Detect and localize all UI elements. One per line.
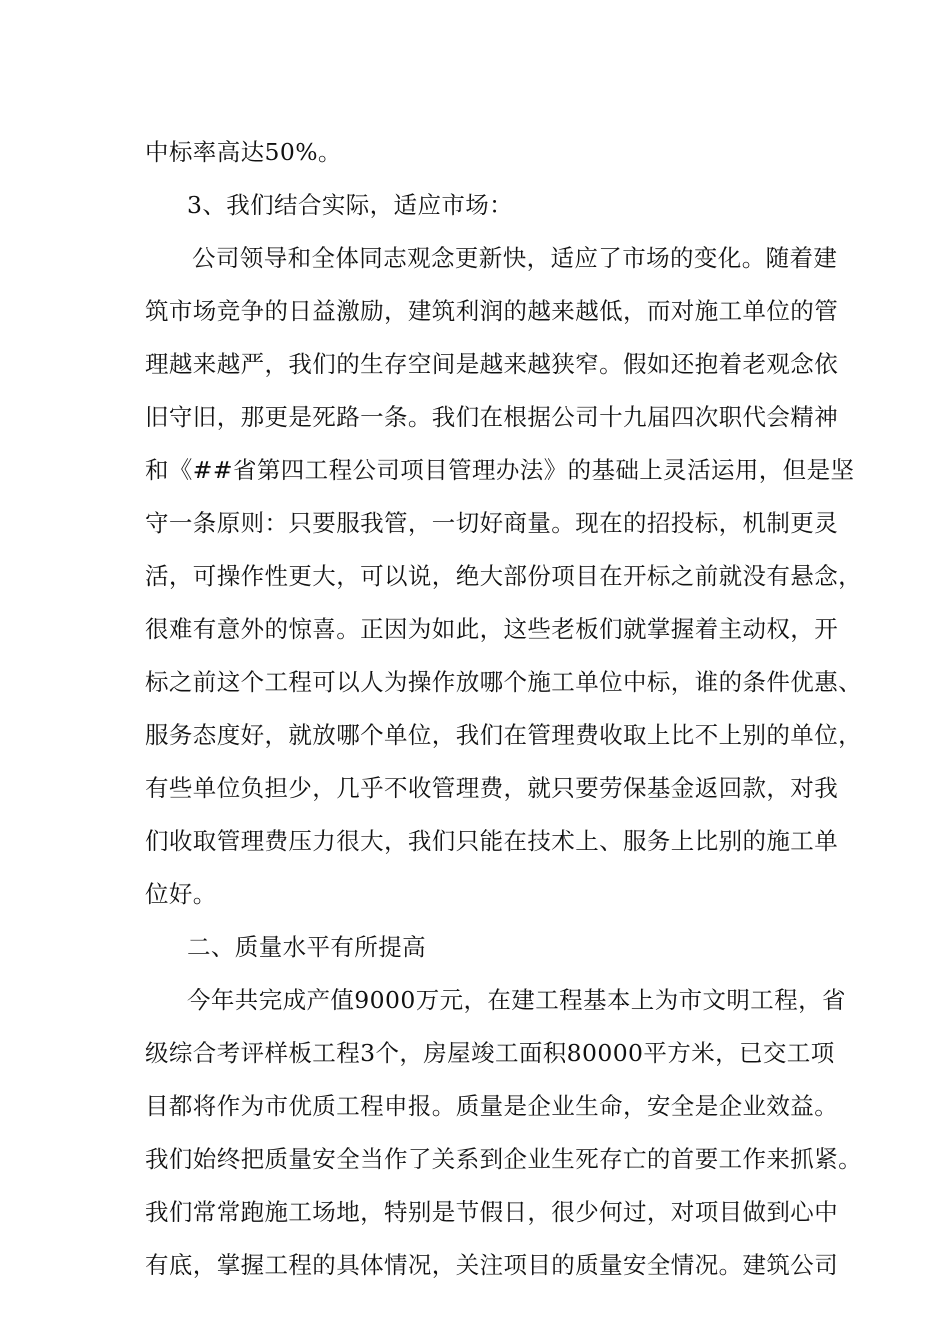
text-line: 筑市场竞争的日益激励，建筑利润的越来越低，而对施工单位的管	[145, 297, 839, 325]
text-line: 旧守旧，那更是死路一条。我们在根据公司十九届四次职代会精神	[145, 403, 839, 431]
text-line: 目都将作为市优质工程申报。质量是企业生命，安全是企业效益。	[145, 1092, 839, 1120]
text-line: 中标率高达50%。	[145, 138, 342, 166]
text-line: 守一条原则：只要服我管，一切好商量。现在的招投标，机制更灵	[145, 509, 839, 537]
text-line: 理越来越严，我们的生存空间是越来越狭窄。假如还抱着老观念依	[145, 350, 839, 378]
text-line: 我们常常跑施工场地，特别是节假日，很少何过，对项目做到心中	[145, 1198, 839, 1226]
text-line: 级综合考评样板工程3个，房屋竣工面积80000平方米，已交工项	[145, 1039, 835, 1067]
text-line: 和《##省第四工程公司项目管理办法》的基础上灵活运用，但是坚	[145, 456, 855, 484]
text-line: 有些单位负担少，几乎不收管理费，就只要劳保基金返回款，对我	[145, 774, 839, 802]
text-line: 位好。	[145, 880, 217, 908]
text-line: 很难有意外的惊喜。正因为如此，这些老板们就掌握着主动权，开	[145, 615, 839, 643]
text-line: 活，可操作性更大，可以说，绝大部份项目在开标之前就没有悬念，	[145, 562, 862, 590]
text-line: 有底，掌握工程的具体情况，关注项目的质量安全情况。建筑公司	[145, 1251, 839, 1279]
text-line: 服务态度好，就放哪个单位，我们在管理费收取上比不上别的单位，	[145, 721, 862, 749]
text-line: 我们始终把质量安全当作了关系到企业生死存亡的首要工作来抓紧。	[145, 1145, 862, 1173]
text-line: 们收取管理费压力很大，我们只能在技术上、服务上比别的施工单	[145, 827, 839, 855]
text-line: 今年共完成产值9000万元，在建工程基本上为市文明工程，省	[187, 986, 846, 1014]
text-line: 公司领导和全体同志观念更新快，适应了市场的变化。随着建	[192, 244, 838, 272]
section-heading: 3、我们结合实际，适应市场：	[187, 191, 514, 219]
section-heading: 二、质量水平有所提高	[187, 933, 426, 961]
text-line: 标之前这个工程可以人为操作放哪个施工单位中标，谁的条件优惠、	[145, 668, 862, 696]
